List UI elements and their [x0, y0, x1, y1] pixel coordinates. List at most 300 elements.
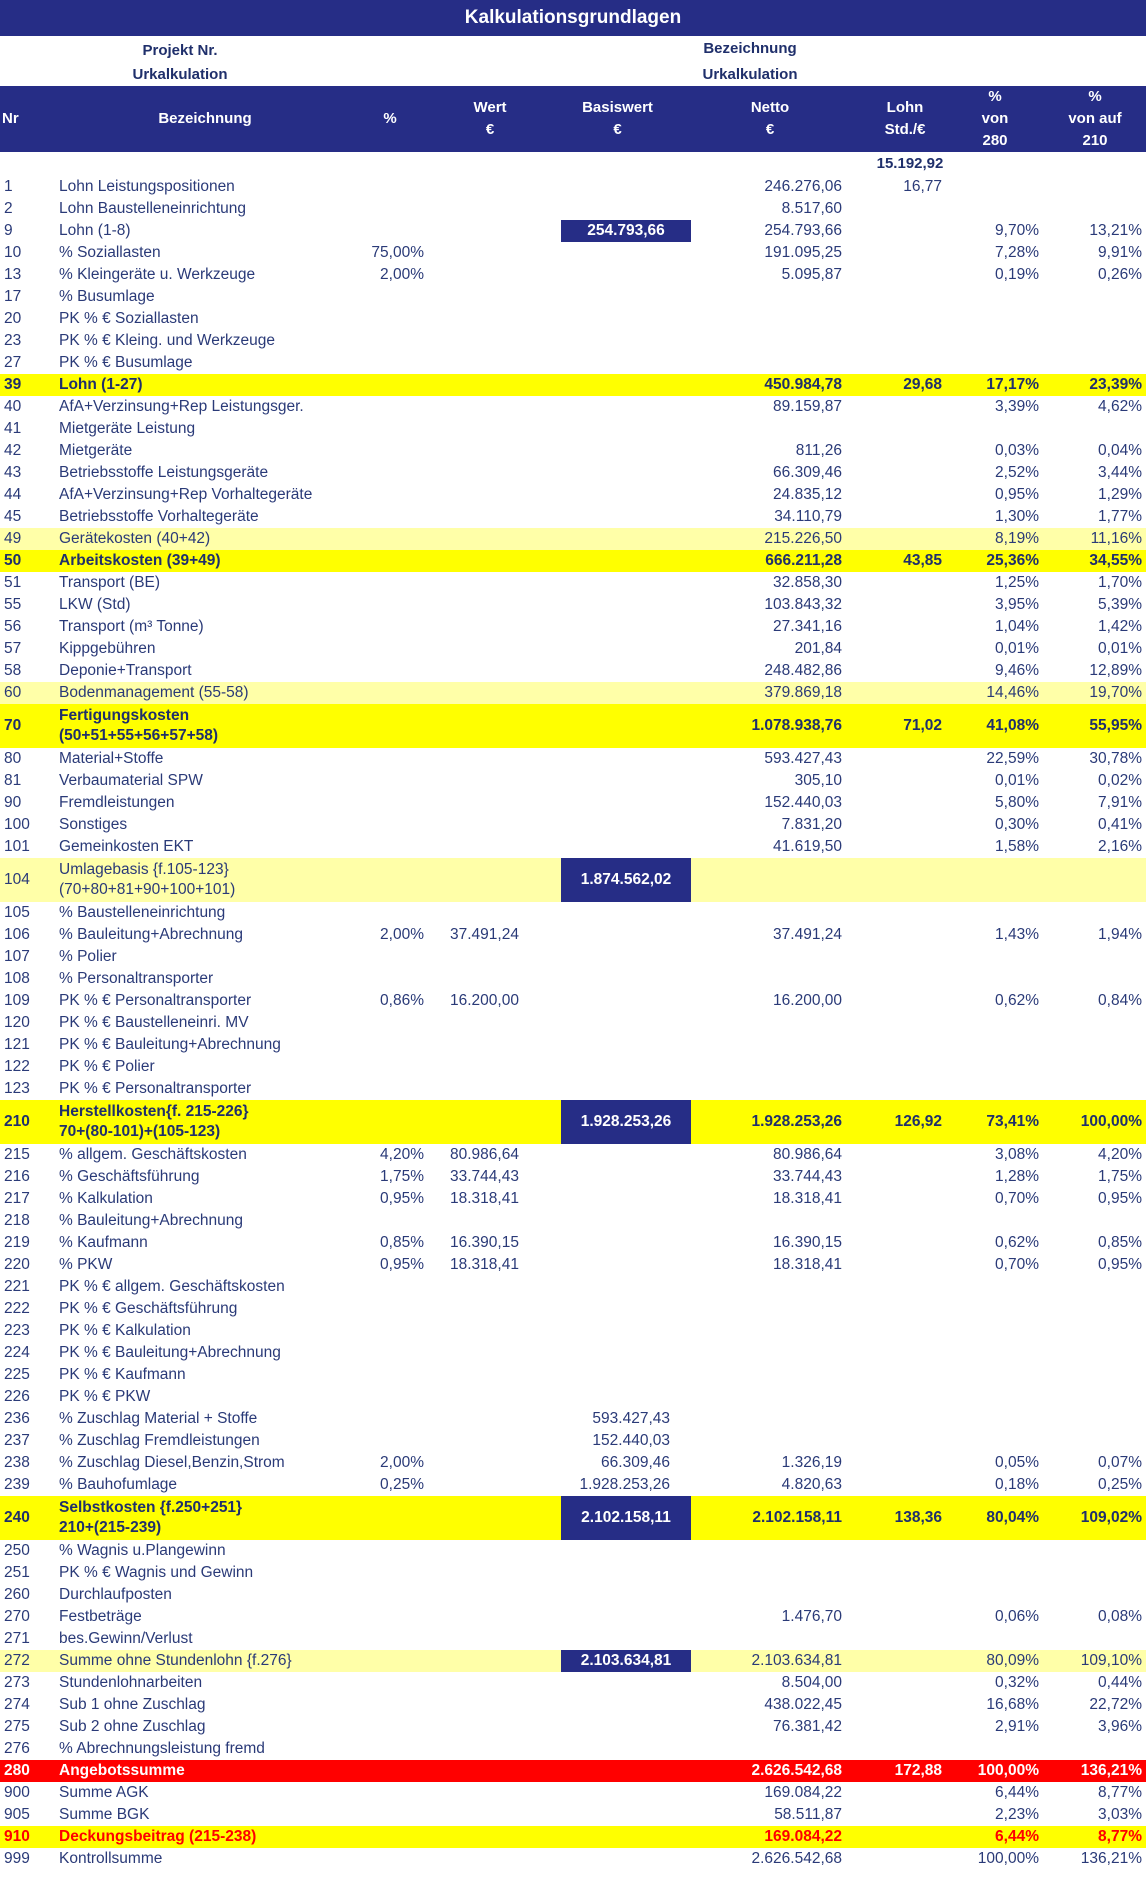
- row-bezeichnung: PK % € Kalkulation: [59, 1322, 191, 1339]
- row-pct-von-280: 2,91%: [995, 1718, 1039, 1735]
- table-row: [0, 1144, 1146, 1166]
- row-netto: 2.626.542,68: [751, 1850, 842, 1867]
- row-bezeichnung-line2: 210+(215-239): [59, 1519, 162, 1536]
- header-lohn-line2: Std./€: [884, 121, 926, 138]
- row-netto: 248.482,86: [764, 662, 842, 679]
- row-percent: 0,25%: [380, 1476, 424, 1493]
- row-pct-von-210: 1,77%: [1098, 508, 1142, 525]
- table-row: [0, 396, 1146, 418]
- row-bezeichnung: Summe BGK: [59, 1806, 150, 1823]
- row-nr: 122: [4, 1058, 30, 1075]
- row-percent: 0,95%: [380, 1190, 424, 1207]
- row-basiswert: 593.427,43: [592, 1410, 670, 1427]
- row-nr: 39: [4, 376, 22, 393]
- row-nr: 55: [4, 596, 22, 613]
- header-lohn-line1: Lohn: [886, 99, 924, 116]
- row-percent: 0,86%: [380, 992, 424, 1009]
- table-row: [0, 220, 1146, 242]
- table-row: [0, 946, 1146, 968]
- row-nr: 109: [4, 992, 30, 1009]
- row-wert: 16.390,15: [450, 1234, 519, 1251]
- row-bezeichnung: % Wagnis u.Plangewinn: [59, 1542, 226, 1559]
- table-row: [0, 198, 1146, 220]
- table-row: [0, 484, 1146, 506]
- row-pct-von-280: 5,80%: [995, 794, 1039, 811]
- row-bezeichnung: % Baustelleneinrichtung: [59, 904, 226, 921]
- row-nr: 251: [4, 1564, 30, 1581]
- row-bezeichnung: % Polier: [59, 948, 117, 965]
- row-percent: 4,20%: [380, 1146, 424, 1163]
- table-row: [0, 572, 1146, 594]
- row-nr: 270: [4, 1608, 30, 1625]
- row-bezeichnung: % PKW: [59, 1256, 113, 1273]
- row-basiswert-box: 2.103.634,81: [561, 1650, 691, 1672]
- row-bezeichnung: Lohn Leistungspositionen: [59, 178, 235, 195]
- row-bezeichnung: % Zuschlag Fremdleistungen: [59, 1432, 260, 1449]
- table-row: [0, 1848, 1146, 1870]
- row-netto: 379.869,18: [764, 684, 842, 701]
- row-pct-von-280: 0,01%: [995, 640, 1039, 657]
- row-nr: 20: [4, 310, 22, 327]
- row-nr: 105: [4, 904, 30, 921]
- row-nr: 10: [4, 244, 22, 261]
- row-bezeichnung: Lohn (1-27): [59, 376, 143, 393]
- row-netto: 2.102.158,11: [752, 1509, 842, 1526]
- row-wert: 18.318,41: [450, 1256, 519, 1273]
- row-nr: 910: [4, 1828, 30, 1845]
- row-nr: 51: [4, 574, 22, 591]
- row-nr: 271: [4, 1630, 30, 1647]
- row-pct-von-210: 30,78%: [1089, 750, 1142, 767]
- row-nr: 45: [4, 508, 22, 525]
- table-row: [0, 1210, 1146, 1232]
- table-row: [0, 1804, 1146, 1826]
- row-netto: 7.831,20: [781, 816, 842, 833]
- row-pct-von-280: 6,44%: [995, 1828, 1039, 1845]
- row-netto: 1.326,19: [781, 1454, 842, 1471]
- table-row: [0, 1342, 1146, 1364]
- row-pct-von-210: 0,95%: [1098, 1190, 1142, 1207]
- row-netto: 811,26: [795, 442, 842, 459]
- table-row: [0, 308, 1146, 330]
- header-basis-line2: €: [613, 121, 622, 138]
- table-row: [0, 1232, 1146, 1254]
- table-row: [0, 1100, 1146, 1144]
- row-pct-von-280: 6,44%: [995, 1784, 1039, 1801]
- row-nr: 222: [4, 1300, 30, 1317]
- row-bezeichnung: Sub 2 ohne Zuschlag: [59, 1718, 206, 1735]
- row-pct-von-210: 0,02%: [1098, 772, 1142, 789]
- lohn-hours-total: 15.192,92: [876, 155, 944, 172]
- row-bezeichnung: Festbeträge: [59, 1608, 142, 1625]
- row-nr: 90: [4, 794, 22, 811]
- row-nr: 42: [4, 442, 22, 459]
- row-nr: 224: [4, 1344, 30, 1361]
- table-row: [0, 330, 1146, 352]
- row-netto: 32.858,30: [773, 574, 842, 591]
- table-row: [0, 1188, 1146, 1210]
- row-percent: 0,85%: [380, 1234, 424, 1251]
- row-netto: 450.984,78: [764, 376, 842, 393]
- table-row: [0, 616, 1146, 638]
- row-pct-von-210: 0,44%: [1098, 1674, 1142, 1691]
- row-pct-von-210: 136,21%: [1080, 1850, 1142, 1867]
- row-bezeichnung: Kippgebühren: [59, 640, 156, 657]
- row-pct-von-280: 0,30%: [995, 816, 1039, 833]
- table-row: [0, 990, 1146, 1012]
- row-bezeichnung: AfA+Verzinsung+Rep Leistungsger.: [59, 398, 304, 415]
- table-row: [0, 1760, 1146, 1782]
- table-row: [0, 858, 1146, 902]
- row-pct-von-210: 100,00%: [1080, 1113, 1142, 1130]
- row-nr: 60: [4, 684, 22, 701]
- row-pct-von-210: 4,62%: [1098, 398, 1142, 415]
- table-row: [0, 1034, 1146, 1056]
- row-netto: 58.511,87: [774, 1806, 842, 1823]
- row-bezeichnung: Material+Stoffe: [59, 750, 164, 767]
- row-pct-von-280: 9,70%: [995, 222, 1039, 239]
- table-row: [0, 1254, 1146, 1276]
- row-pct-von-210: 8,77%: [1098, 1828, 1142, 1845]
- designation-label: Bezeichnung: [703, 40, 797, 57]
- row-nr: 58: [4, 662, 22, 679]
- row-netto: 305,10: [794, 772, 842, 789]
- row-bezeichnung: Angebotssumme: [59, 1762, 185, 1779]
- row-bezeichnung-line2: (70+80+81+90+100+101): [59, 881, 236, 898]
- row-nr: 276: [4, 1740, 30, 1757]
- row-bezeichnung: Sonstiges: [59, 816, 128, 833]
- row-bezeichnung: PK % € Bauleitung+Abrechnung: [59, 1036, 281, 1053]
- table-row: [0, 1694, 1146, 1716]
- row-lohn: 43,85: [903, 552, 942, 569]
- row-nr: 120: [4, 1014, 30, 1031]
- row-netto: 201,84: [794, 640, 842, 657]
- row-pct-von-280: 73,41%: [986, 1113, 1039, 1130]
- row-percent: 0,95%: [380, 1256, 424, 1273]
- row-nr: 237: [4, 1432, 30, 1449]
- row-pct-von-280: 8,19%: [995, 530, 1039, 547]
- header-basis-line1: Basiswert: [582, 99, 653, 116]
- row-nr: 101: [4, 838, 30, 855]
- table-row: [0, 1606, 1146, 1628]
- row-pct-von-280: 2,23%: [995, 1806, 1039, 1823]
- row-pct-von-280: 25,36%: [986, 552, 1039, 569]
- row-nr: 108: [4, 970, 30, 987]
- row-nr: 223: [4, 1322, 30, 1339]
- row-netto: 8.504,00: [781, 1674, 842, 1691]
- row-lohn: 16,77: [903, 178, 942, 195]
- row-bezeichnung: [59, 1496, 359, 1540]
- row-pct-von-280: 1,28%: [995, 1168, 1039, 1185]
- row-lohn: 71,02: [903, 717, 942, 734]
- header-v280-line1: %: [988, 88, 1002, 105]
- table-row: [0, 1716, 1146, 1738]
- row-nr: 2: [4, 200, 13, 217]
- table-row: [0, 528, 1146, 550]
- row-netto: 103.843,32: [764, 596, 842, 613]
- row-basiswert-box: 1.874.562,02: [561, 858, 691, 902]
- table-row: [0, 1166, 1146, 1188]
- row-nr: 217: [4, 1190, 30, 1207]
- row-nr: 221: [4, 1278, 30, 1295]
- table-row: [0, 264, 1146, 286]
- row-nr: 215: [4, 1146, 30, 1163]
- row-netto: 33.744,43: [773, 1168, 842, 1185]
- row-bezeichnung: Sub 1 ohne Zuschlag: [59, 1696, 206, 1713]
- row-nr: 123: [4, 1080, 30, 1097]
- row-pct-von-280: 1,43%: [995, 926, 1039, 943]
- row-nr: 226: [4, 1388, 30, 1405]
- row-netto: 2.103.634,81: [751, 1652, 842, 1669]
- table-row: [0, 440, 1146, 462]
- project-label: Projekt Nr.: [142, 42, 218, 59]
- row-bezeichnung: Kontrollsumme: [59, 1850, 163, 1867]
- row-percent: 75,00%: [371, 244, 424, 261]
- row-bezeichnung: Stundenlohnarbeiten: [59, 1674, 203, 1691]
- row-bezeichnung: [59, 858, 359, 902]
- table-row: [0, 1474, 1146, 1496]
- row-bezeichnung: Bodenmanagement (55-58): [59, 684, 249, 701]
- row-nr: 210: [4, 1113, 30, 1130]
- row-bezeichnung: Deckungsbeitrag (215-238): [59, 1828, 257, 1845]
- row-basiswert: 1.928.253,26: [579, 1476, 670, 1493]
- table-row: [0, 1584, 1146, 1606]
- row-bezeichnung: % Kaufmann: [59, 1234, 148, 1251]
- row-pct-von-210: 109,02%: [1080, 1509, 1142, 1526]
- row-netto: 169.084,22: [764, 1784, 842, 1801]
- row-pct-von-280: 14,46%: [986, 684, 1039, 701]
- table-row: [0, 1320, 1146, 1342]
- row-netto: 18.318,41: [773, 1256, 842, 1273]
- row-pct-von-210: 3,44%: [1098, 464, 1142, 481]
- row-bezeichnung: Mietgeräte: [59, 442, 133, 459]
- header-v210-line1: %: [1088, 88, 1102, 105]
- row-pct-von-280: 3,95%: [995, 596, 1039, 613]
- row-pct-von-210: 34,55%: [1089, 552, 1142, 569]
- table-row: [0, 462, 1146, 484]
- table-row: [0, 1496, 1146, 1540]
- row-netto: 41.619,50: [773, 838, 842, 855]
- row-pct-von-210: 0,04%: [1098, 442, 1142, 459]
- row-nr: 107: [4, 948, 30, 965]
- row-netto: 438.022,45: [764, 1696, 842, 1713]
- header-percent: %: [383, 110, 397, 127]
- table-row: [0, 1826, 1146, 1848]
- row-nr: 49: [4, 530, 22, 547]
- row-pct-von-280: 0,01%: [995, 772, 1039, 789]
- row-pct-von-280: 80,04%: [986, 1509, 1039, 1526]
- row-netto: 80.986,64: [773, 1146, 842, 1163]
- table-row: [0, 660, 1146, 682]
- row-bezeichnung-line1: Umlagebasis {f.105-123}: [59, 861, 229, 878]
- row-nr: 273: [4, 1674, 30, 1691]
- row-nr: 250: [4, 1542, 30, 1559]
- row-pct-von-210: 0,07%: [1098, 1454, 1142, 1471]
- row-pct-von-280: 0,62%: [995, 1234, 1039, 1251]
- row-bezeichnung: % Zuschlag Diesel,Benzin,Strom: [59, 1454, 285, 1471]
- row-pct-von-210: 9,91%: [1098, 244, 1142, 261]
- row-bezeichnung: % Bauleitung+Abrechnung: [59, 1212, 243, 1229]
- row-pct-von-280: 1,30%: [995, 508, 1039, 525]
- row-pct-von-210: 0,26%: [1098, 266, 1142, 283]
- table-row: [0, 1738, 1146, 1760]
- row-bezeichnung: PK % € Baustelleneinri. MV: [59, 1014, 249, 1031]
- row-nr: 220: [4, 1256, 30, 1273]
- table-row: [0, 594, 1146, 616]
- row-nr: 900: [4, 1784, 30, 1801]
- table-row: [0, 638, 1146, 660]
- row-bezeichnung: % Kalkulation: [59, 1190, 153, 1207]
- row-pct-von-280: 3,08%: [995, 1146, 1039, 1163]
- row-percent: 2,00%: [380, 926, 424, 943]
- row-netto: 4.820,63: [781, 1476, 842, 1493]
- row-pct-von-210: 2,16%: [1098, 838, 1142, 855]
- row-pct-von-280: 17,17%: [986, 376, 1039, 393]
- row-nr: 106: [4, 926, 30, 943]
- row-bezeichnung: Lohn (1-8): [59, 222, 131, 239]
- table-row: [0, 770, 1146, 792]
- table-row: [0, 1078, 1146, 1100]
- header-wert-line2: €: [485, 121, 495, 138]
- table-row: [0, 1408, 1146, 1430]
- row-pct-von-280: 100,00%: [977, 1762, 1039, 1779]
- row-bezeichnung: PK % € Kaufmann: [59, 1366, 186, 1383]
- row-bezeichnung: % Bauleitung+Abrechnung: [59, 926, 243, 943]
- row-nr: 274: [4, 1696, 30, 1713]
- row-pct-von-210: 109,10%: [1080, 1652, 1142, 1669]
- row-bezeichnung: Summe AGK: [59, 1784, 149, 1801]
- row-nr: 80: [4, 750, 22, 767]
- table-row: [0, 1386, 1146, 1408]
- row-netto: 191.095,25: [764, 244, 842, 261]
- row-pct-von-280: 0,32%: [995, 1674, 1039, 1691]
- row-wert: 37.491,24: [450, 926, 519, 943]
- row-pct-von-210: 11,16%: [1090, 530, 1142, 547]
- table-row: [0, 1628, 1146, 1650]
- row-bezeichnung: AfA+Verzinsung+Rep Vorhaltegeräte: [59, 486, 313, 503]
- table-row: [0, 1452, 1146, 1474]
- row-nr: 280: [4, 1762, 30, 1779]
- row-netto: 2.626.542,68: [751, 1762, 842, 1779]
- row-pct-von-280: 0,62%: [995, 992, 1039, 1009]
- table-row: [0, 1364, 1146, 1386]
- header-v210-line2: von auf: [1068, 110, 1122, 127]
- row-pct-von-210: 1,94%: [1098, 926, 1142, 943]
- row-nr: 905: [4, 1806, 30, 1823]
- row-nr: 240: [4, 1509, 30, 1526]
- row-bezeichnung: Summe ohne Stundenlohn {f.276}: [59, 1652, 292, 1669]
- row-pct-von-210: 1,75%: [1098, 1168, 1142, 1185]
- row-bezeichnung-wrap: [59, 860, 235, 900]
- header-netto-line2: €: [765, 121, 775, 138]
- table-row: [0, 814, 1146, 836]
- row-bezeichnung: Verbaumaterial SPW: [59, 772, 203, 789]
- row-nr: 121: [4, 1036, 30, 1053]
- row-bezeichnung: PK % € Kleing. und Werkzeuge: [59, 332, 275, 349]
- row-pct-von-280: 0,95%: [995, 486, 1039, 503]
- table-row: [0, 286, 1146, 308]
- row-pct-von-280: 3,39%: [995, 398, 1039, 415]
- table-row: [0, 352, 1146, 374]
- row-nr: 238: [4, 1454, 30, 1471]
- row-bezeichnung: PK % € Personaltransporter: [59, 1080, 252, 1097]
- row-nr: 41: [4, 420, 22, 437]
- row-pct-von-280: 0,19%: [995, 266, 1039, 283]
- row-basiswert: 152.440,03: [592, 1432, 670, 1449]
- table-row: [0, 902, 1146, 924]
- row-bezeichnung-line2: 70+(80-101)+(105-123): [59, 1123, 221, 1140]
- row-nr: 1: [4, 178, 13, 195]
- row-nr: 17: [4, 288, 22, 305]
- row-pct-von-210: 1,42%: [1098, 618, 1142, 635]
- row-nr: 275: [4, 1718, 30, 1735]
- row-bezeichnung: % Geschäftsführung: [59, 1168, 200, 1185]
- row-pct-von-210: 7,91%: [1098, 794, 1142, 811]
- row-bezeichnung: PK % € Polier: [59, 1058, 155, 1075]
- row-netto: 37.491,24: [773, 926, 842, 943]
- row-bezeichnung: Transport (BE): [59, 574, 161, 591]
- row-netto: 76.381,42: [773, 1718, 842, 1735]
- row-pct-von-210: 23,39%: [1089, 376, 1142, 393]
- row-lohn: 29,68: [903, 376, 942, 393]
- row-bezeichnung: PK % € allgem. Geschäftskosten: [59, 1278, 285, 1295]
- row-netto: 24.835,12: [773, 486, 842, 503]
- row-pct-von-210: 55,95%: [1089, 717, 1142, 734]
- row-pct-von-210: 8,77%: [1098, 1784, 1142, 1801]
- row-lohn: 138,36: [894, 1509, 942, 1526]
- row-wert: 18.318,41: [450, 1190, 519, 1207]
- row-nr: 272: [4, 1652, 30, 1669]
- row-bezeichnung: PK % € Soziallasten: [59, 310, 199, 327]
- row-pct-von-280: 1,58%: [995, 838, 1039, 855]
- row-bezeichnung: Betriebsstoffe Leistungsgeräte: [59, 464, 269, 481]
- row-pct-von-280: 41,08%: [986, 717, 1039, 734]
- row-bezeichnung: Lohn Baustelleneinrichtung: [59, 200, 246, 217]
- row-pct-von-280: 16,68%: [986, 1696, 1039, 1713]
- row-pct-von-210: 0,41%: [1098, 816, 1142, 833]
- row-bezeichnung-wrap: [59, 706, 218, 746]
- row-pct-von-280: 22,59%: [986, 750, 1039, 767]
- row-bezeichnung: % Personaltransporter: [59, 970, 214, 987]
- table-row: [0, 748, 1146, 770]
- row-bezeichnung: bes.Gewinn/Verlust: [59, 1630, 193, 1647]
- row-pct-von-210: 4,20%: [1098, 1146, 1142, 1163]
- row-bezeichnung: % Bauhofumlage: [59, 1476, 178, 1493]
- row-nr: 81: [4, 772, 22, 789]
- row-netto: 16.200,00: [773, 992, 842, 1009]
- row-wert: 80.986,64: [450, 1146, 519, 1163]
- row-nr: 999: [4, 1850, 30, 1867]
- row-bezeichnung: % Busumlage: [59, 288, 155, 305]
- table-row: [0, 792, 1146, 814]
- row-basiswert-box: 2.102.158,11: [561, 1496, 691, 1540]
- row-bezeichnung: % allgem. Geschäftskosten: [59, 1146, 247, 1163]
- row-netto: 1.078.938,76: [751, 717, 842, 734]
- row-bezeichnung: Betriebsstoffe Vorhaltegeräte: [59, 508, 259, 525]
- row-bezeichnung: PK % € Busumlage: [59, 354, 193, 371]
- project-value: Urkalkulation: [132, 66, 228, 83]
- row-nr: 50: [4, 552, 22, 569]
- table-row: [0, 704, 1146, 748]
- row-netto: 1.476,70: [781, 1608, 842, 1625]
- row-bezeichnung: Arbeitskosten (39+49): [59, 552, 221, 569]
- header-wert-line1: Wert: [473, 99, 507, 116]
- row-pct-von-210: 0,25%: [1098, 1476, 1142, 1493]
- row-bezeichnung: % Kleingeräte u. Werkzeuge: [59, 266, 256, 283]
- header-nr: Nr: [2, 110, 19, 127]
- row-wert: 16.200,00: [450, 992, 519, 1009]
- row-pct-von-280: 0,03%: [995, 442, 1039, 459]
